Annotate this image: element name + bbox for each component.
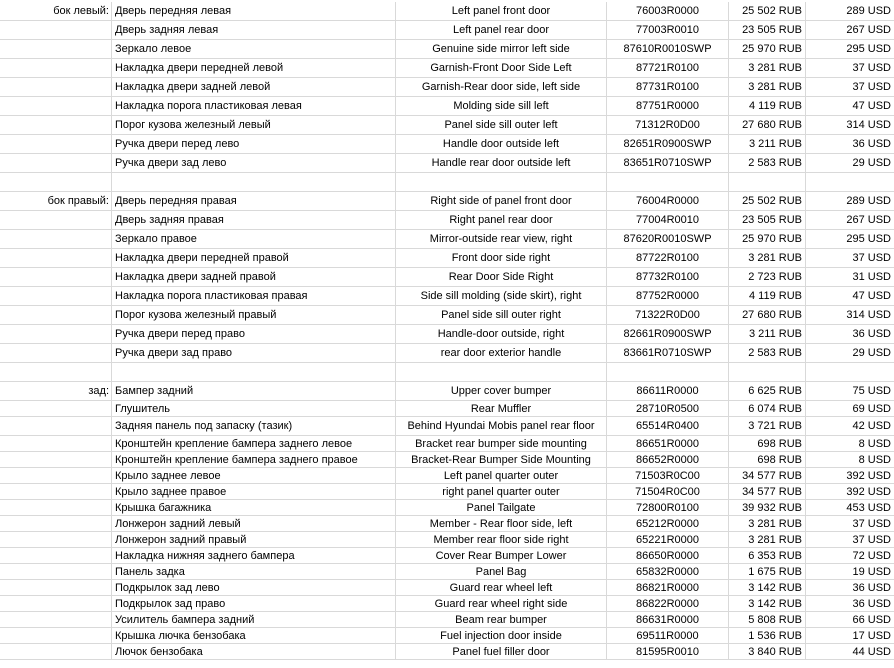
price-rub-cell[interactable]: 25 970 RUB [729,40,806,58]
english-name-cell[interactable]: Handle door outside left [396,135,607,153]
section-label-cell[interactable] [0,417,112,435]
price-usd-cell[interactable]: 392 USD [846,469,891,482]
english-name-cell[interactable]: Member - Rear floor side, left [396,516,607,531]
part-number-cell[interactable]: 87722R0100 [607,249,729,267]
section-label-cell[interactable] [0,363,112,381]
russian-name-cell[interactable] [112,173,396,191]
part-number-cell[interactable]: 87751R0000 [607,97,729,115]
english-name-cell[interactable]: Panel fuel filler door [396,644,607,659]
russian-name-cell[interactable]: Подкрылок зад право [112,596,396,611]
price-usd-cell[interactable]: 69 USD [852,402,891,415]
table-row [0,452,894,468]
english-name-cell[interactable]: Front door side right [396,249,607,267]
part-number-cell[interactable]: 82661R0900SWP [607,325,729,343]
price-rub-cell[interactable]: 3 281 RUB [729,59,806,77]
part-number-cell[interactable]: 71504R0C00 [607,484,729,499]
section-label-cell[interactable] [0,116,112,134]
part-number-cell[interactable]: 87752R0000 [607,287,729,305]
price-usd-cell[interactable]: 66 USD [852,613,891,626]
price-rub-cell[interactable]: 698 RUB [729,452,806,467]
price-usd-cell[interactable]: 8 USD [858,437,891,450]
english-name-cell[interactable]: Guard rear wheel right side [396,596,607,611]
part-number-cell[interactable]: 86652R0000 [607,452,729,467]
russian-name-cell[interactable]: Глушитель [112,401,396,416]
russian-name-cell[interactable]: Зеркало левое [112,40,396,58]
price-usd-cell[interactable] [806,173,894,191]
table-row [0,532,894,548]
table-row [0,401,894,417]
section-label-cell[interactable] [0,306,112,324]
price-usd-cell[interactable]: 314 USD [846,119,891,131]
price-rub-cell[interactable]: 3 142 RUB [729,596,806,611]
part-number-cell[interactable]: 86651R0000 [607,436,729,451]
table-row [0,135,894,154]
english-name-cell[interactable]: Mirror-outside rear view, right [396,230,607,248]
price-usd-cell[interactable]: 42 USD [852,420,891,432]
price-rub-cell[interactable]: 3 211 RUB [729,325,806,343]
russian-name-cell[interactable]: Порог кузова железный правый [112,306,396,324]
section-label-cell[interactable] [0,97,112,115]
price-usd-cell[interactable]: 36 USD [852,581,891,594]
section-label-cell[interactable] [0,40,112,58]
table-row [0,154,894,173]
russian-name-cell[interactable]: Лючок бензобака [112,644,396,659]
russian-name-cell[interactable]: Крыло заднее левое [112,468,396,483]
part-number-cell[interactable]: 71312R0D00 [607,116,729,134]
part-number-cell[interactable]: 86821R0000 [607,580,729,595]
part-number-cell[interactable]: 69511R0000 [607,628,729,643]
table-row [0,363,894,382]
english-name-cell[interactable]: Left panel quarter outer [396,468,607,483]
table-row [0,21,894,40]
price-rub-cell[interactable]: 6 625 RUB [729,382,806,400]
table-row [0,306,894,325]
russian-name-cell[interactable]: Усилитель бампера задний [112,612,396,627]
russian-name-cell[interactable]: Задняя панель под запаску (тазик) [112,417,396,435]
russian-name-cell[interactable]: Дверь передняя левая [112,2,396,20]
part-number-cell[interactable]: 65832R0000 [607,564,729,579]
price-rub-cell[interactable]: 3 281 RUB [729,516,806,531]
price-rub-cell[interactable]: 2 583 RUB [729,344,806,362]
price-rub-cell[interactable]: 39 932 RUB [729,500,806,515]
part-number-cell[interactable]: 28710R0500 [607,401,729,416]
english-name-cell[interactable]: Handle rear door outside left [396,154,607,172]
price-rub-cell[interactable]: 25 502 RUB [729,192,806,210]
price-rub-cell[interactable]: 6 074 RUB [729,401,806,416]
section-label-cell[interactable] [0,21,112,39]
price-usd-cell[interactable]: 37 USD [852,81,891,93]
price-usd-cell[interactable]: 47 USD [852,100,891,112]
table-row [0,564,894,580]
english-name-cell[interactable]: Right panel rear door [396,211,607,229]
table-row [0,59,894,78]
table-row [0,382,894,401]
price-usd-cell[interactable]: 19 USD [852,565,891,578]
price-usd-cell[interactable]: 47 USD [852,290,891,302]
price-usd-cell[interactable]: 17 USD [852,629,891,642]
price-usd-cell[interactable]: 31 USD [852,271,891,283]
russian-name-cell[interactable]: Дверь задняя левая [112,21,396,39]
price-usd-cell[interactable]: 314 USD [846,309,891,321]
section-label-cell[interactable] [0,532,112,547]
russian-name-cell[interactable]: Крышка лючка бензобака [112,628,396,643]
price-rub-cell[interactable]: 2 583 RUB [729,154,806,172]
price-usd-cell[interactable]: 36 USD [852,597,891,610]
table-row [0,612,894,628]
price-usd-cell[interactable]: 267 USD [846,214,891,226]
price-usd-cell[interactable]: 37 USD [852,517,891,530]
english-name-cell[interactable]: Behind Hyundai Mobis panel rear floor [396,417,607,435]
part-number-cell[interactable]: 86650R0000 [607,548,729,563]
part-number-cell[interactable]: 86611R0000 [607,382,729,400]
section-label-cell[interactable] [0,452,112,467]
english-name-cell[interactable]: Rear Door Side Right [396,268,607,286]
part-number-cell[interactable]: 81595R0010 [607,644,729,659]
table-row [0,230,894,249]
table-row [0,2,894,21]
russian-name-cell[interactable]: Ручка двери зад право [112,344,396,362]
english-name-cell[interactable]: Right side of panel front door [396,192,607,210]
russian-name-cell[interactable]: Кронштейн крепление бампера заднего правое [112,452,396,467]
table-row [0,211,894,230]
price-rub-cell[interactable]: 698 RUB [729,436,806,451]
section-label-cell[interactable] [0,644,112,659]
english-name-cell[interactable]: Member rear floor side right [396,532,607,547]
russian-name-cell[interactable]: Дверь задняя правая [112,211,396,229]
part-number-cell[interactable] [607,363,729,381]
table-row [0,468,894,484]
english-name-cell[interactable]: Handle-door outside, right [396,325,607,343]
table-row [0,417,894,436]
table-row [0,548,894,564]
price-usd-cell[interactable]: 295 USD [846,43,891,55]
price-usd-cell[interactable]: 289 USD [846,5,891,17]
part-number-cell[interactable]: 87721R0100 [607,59,729,77]
price-rub-cell[interactable]: 3 721 RUB [729,417,806,435]
part-number-cell[interactable]: 77003R0010 [607,21,729,39]
table-row [0,580,894,596]
russian-name-cell[interactable]: Ручка двери перед лево [112,135,396,153]
part-number-cell[interactable]: 76004R0000 [607,192,729,210]
price-usd-cell[interactable]: 29 USD [852,347,891,359]
table-row [0,325,894,344]
price-usd-cell[interactable]: 392 USD [846,485,891,498]
price-rub-cell[interactable]: 27 680 RUB [729,306,806,324]
russian-name-cell[interactable] [112,363,396,381]
russian-name-cell[interactable]: Накладка двери передней левой [112,59,396,77]
russian-name-cell[interactable]: Накладка порога пластиковая левая [112,97,396,115]
russian-name-cell[interactable]: Ручка двери зад лево [112,154,396,172]
russian-name-cell[interactable]: Накладка двери задней левой [112,78,396,96]
price-rub-cell[interactable] [729,173,806,191]
price-rub-cell[interactable]: 25 970 RUB [729,230,806,248]
part-number-cell[interactable]: 71322R0D00 [607,306,729,324]
part-number-cell[interactable]: 83651R0710SWP [607,154,729,172]
english-name-cell[interactable]: Bracket-Rear Bumper Side Mounting [396,452,607,467]
part-number-cell[interactable]: 65514R0400 [607,417,729,435]
russian-name-cell[interactable]: Бампер задний [112,382,396,400]
english-name-cell[interactable]: Molding side sill left [396,97,607,115]
russian-name-cell[interactable]: Накладка двери передней правой [112,249,396,267]
table-row [0,628,894,644]
english-name-cell[interactable]: right panel quarter outer [396,484,607,499]
price-usd-cell[interactable]: 44 USD [852,645,891,658]
russian-name-cell[interactable]: Накладка двери задней правой [112,268,396,286]
section-label-cell[interactable] [0,59,112,77]
section-label-cell[interactable] [0,580,112,595]
english-name-cell[interactable]: Rear Muffler [396,401,607,416]
price-rub-cell[interactable]: 23 505 RUB [729,211,806,229]
section-label-cell[interactable] [0,344,112,362]
table-row [0,344,894,363]
part-number-cell[interactable]: 65212R0000 [607,516,729,531]
price-rub-cell[interactable]: 3 281 RUB [729,249,806,267]
price-rub-cell[interactable]: 3 281 RUB [729,78,806,96]
price-rub-cell[interactable]: 2 723 RUB [729,268,806,286]
price-usd-cell[interactable]: 295 USD [846,233,891,245]
section-label-cell[interactable] [0,484,112,499]
section-label-cell[interactable] [0,596,112,611]
price-usd-cell[interactable]: 267 USD [846,24,891,36]
russian-name-cell[interactable]: Лонжерон задний левый [112,516,396,531]
part-number-cell[interactable]: 87620R0010SWP [607,230,729,248]
price-usd-cell[interactable] [806,363,894,381]
price-usd-cell[interactable]: 37 USD [852,62,891,74]
russian-name-cell[interactable]: Крыло заднее правое [112,484,396,499]
part-number-cell[interactable]: 65221R0000 [607,532,729,547]
price-rub-cell[interactable]: 1 675 RUB [729,564,806,579]
table-row [0,97,894,116]
price-rub-cell[interactable]: 3 142 RUB [729,580,806,595]
price-rub-cell[interactable] [729,363,806,381]
english-name-cell[interactable]: Garnish-Rear door side, left side [396,78,607,96]
price-usd-cell[interactable]: 453 USD [846,501,891,514]
english-name-cell[interactable]: Cover Rear Bumper Lower [396,548,607,563]
price-rub-cell[interactable]: 27 680 RUB [729,116,806,134]
table-row [0,436,894,452]
price-usd-cell[interactable]: 37 USD [852,533,891,546]
english-name-cell[interactable]: Panel side sill outer right [396,306,607,324]
part-number-cell[interactable]: 86631R0000 [607,612,729,627]
section-label-cell[interactable]: бок левый: [0,2,112,20]
part-number-cell[interactable]: 72800R0100 [607,500,729,515]
section-label-cell[interactable] [0,287,112,305]
price-usd-cell[interactable]: 75 USD [852,385,891,397]
section-label-cell[interactable] [0,268,112,286]
table-row [0,40,894,59]
russian-name-cell[interactable]: Панель задка [112,564,396,579]
english-name-cell[interactable]: Left panel rear door [396,21,607,39]
part-number-cell[interactable]: 82651R0900SWP [607,135,729,153]
part-number-cell[interactable]: 83661R0710SWP [607,344,729,362]
english-name-cell[interactable]: rear door exterior handle [396,344,607,362]
english-name-cell[interactable] [396,363,607,381]
part-number-cell[interactable] [607,173,729,191]
russian-name-cell[interactable]: Дверь передняя правая [112,192,396,210]
section-label-cell[interactable] [0,612,112,627]
english-name-cell[interactable]: Panel Bag [396,564,607,579]
table-row [0,287,894,306]
price-usd-cell[interactable]: 8 USD [858,453,891,466]
table-row [0,192,894,211]
table-row [0,516,894,532]
price-rub-cell[interactable]: 23 505 RUB [729,21,806,39]
table-row [0,173,894,192]
price-rub-cell[interactable]: 6 353 RUB [729,548,806,563]
section-label-cell[interactable] [0,401,112,416]
english-name-cell[interactable]: Side sill molding (side skirt), right [396,287,607,305]
price-rub-cell[interactable]: 1 536 RUB [729,628,806,643]
part-number-cell[interactable]: 77004R0010 [607,211,729,229]
section-label-cell[interactable] [0,230,112,248]
part-number-cell[interactable]: 87732R0100 [607,268,729,286]
part-number-cell[interactable]: 71503R0C00 [607,468,729,483]
section-label-cell[interactable] [0,500,112,515]
price-rub-cell[interactable]: 3 281 RUB [729,532,806,547]
section-label-cell[interactable] [0,468,112,483]
section-label-cell[interactable] [0,249,112,267]
price-usd-cell[interactable]: 72 USD [852,549,891,562]
price-usd-cell[interactable]: 37 USD [852,252,891,264]
price-rub-cell[interactable]: 4 119 RUB [729,97,806,115]
section-label-cell[interactable]: бок правый: [0,192,112,210]
table-row [0,500,894,516]
price-rub-cell[interactable]: 5 808 RUB [729,612,806,627]
section-label-cell[interactable] [0,211,112,229]
section-label-cell[interactable] [0,78,112,96]
table-row [0,644,894,660]
price-rub-cell[interactable]: 34 577 RUB [729,484,806,499]
russian-name-cell[interactable]: Накладка порога пластиковая правая [112,287,396,305]
part-number-cell[interactable]: 76003R0000 [607,2,729,20]
english-name-cell[interactable]: Beam rear bumper [396,612,607,627]
price-usd-cell[interactable]: 29 USD [852,157,891,169]
part-number-cell[interactable]: 87731R0100 [607,78,729,96]
russian-name-cell[interactable]: Крышка багажника [112,500,396,515]
english-name-cell[interactable]: Panel Tailgate [396,500,607,515]
english-name-cell[interactable]: Genuine side mirror left side [396,40,607,58]
price-usd-cell[interactable]: 36 USD [852,138,891,150]
price-rub-cell[interactable]: 4 119 RUB [729,287,806,305]
russian-name-cell[interactable]: Лонжерон задний правый [112,532,396,547]
english-name-cell[interactable]: Left panel front door [396,2,607,20]
price-usd-cell[interactable]: 36 USD [852,328,891,340]
table-row [0,78,894,97]
section-label-cell[interactable] [0,325,112,343]
table-row [0,116,894,135]
russian-name-cell[interactable]: Накладка нижняя заднего бампера [112,548,396,563]
english-name-cell[interactable] [396,173,607,191]
russian-name-cell[interactable]: Подкрылок зад лево [112,580,396,595]
price-usd-cell[interactable]: 289 USD [846,195,891,207]
section-label-cell[interactable] [0,516,112,531]
section-label-cell[interactable]: зад: [0,382,112,400]
english-name-cell[interactable]: Guard rear wheel left [396,580,607,595]
price-rub-cell[interactable]: 34 577 RUB [729,468,806,483]
section-label-cell[interactable] [0,564,112,579]
section-label-cell[interactable] [0,548,112,563]
russian-name-cell[interactable]: Порог кузова железный левый [112,116,396,134]
section-label-cell[interactable] [0,135,112,153]
table-row [0,596,894,612]
russian-name-cell[interactable]: Ручка двери перед право [112,325,396,343]
table-row [0,268,894,287]
russian-name-cell[interactable]: Кронштейн крепление бампера заднего левое [112,436,396,451]
table-row [0,484,894,500]
price-rub-cell[interactable]: 3 840 RUB [729,644,806,659]
table-row [0,249,894,268]
russian-name-cell[interactable]: Зеркало правое [112,230,396,248]
price-rub-cell[interactable]: 3 211 RUB [729,135,806,153]
section-label-cell[interactable] [0,154,112,172]
english-name-cell[interactable]: Bracket rear bumper side mounting [396,436,607,451]
part-number-cell[interactable]: 87610R0010SWP [607,40,729,58]
english-name-cell[interactable]: Upper cover bumper [396,382,607,400]
english-name-cell[interactable]: Garnish-Front Door Side Left [396,59,607,77]
price-rub-cell[interactable]: 25 502 RUB [729,2,806,20]
section-label-cell[interactable] [0,436,112,451]
english-name-cell[interactable]: Panel side sill outer left [396,116,607,134]
english-name-cell[interactable]: Fuel injection door inside [396,628,607,643]
section-label-cell[interactable] [0,628,112,643]
part-number-cell[interactable]: 86822R0000 [607,596,729,611]
section-label-cell[interactable] [0,173,112,191]
